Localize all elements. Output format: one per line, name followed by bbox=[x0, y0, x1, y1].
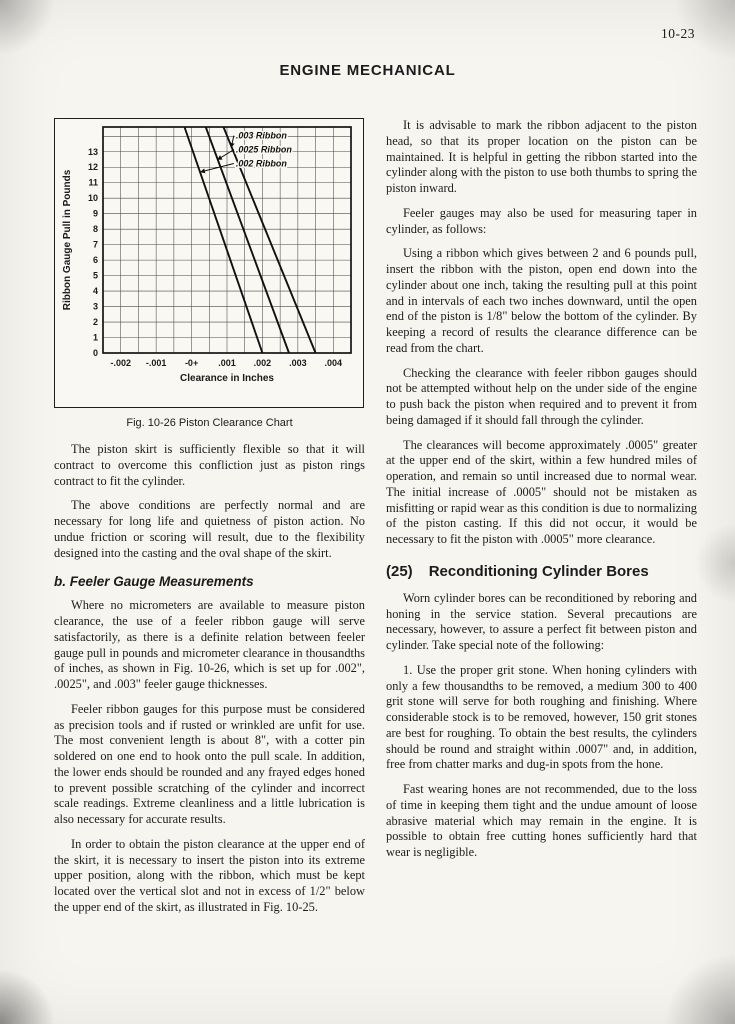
svg-text:9: 9 bbox=[92, 208, 98, 219]
section-heading-reconditioning-cylinder-bores bbox=[386, 563, 697, 580]
page-title: ENGINE MECHANICAL bbox=[279, 62, 456, 79]
svg-text:0: 0 bbox=[92, 348, 98, 358]
figure-caption: Fig. 10-26 Piston Clearance Chart bbox=[126, 417, 293, 429]
page-number: 10-23 bbox=[661, 26, 695, 41]
svg-text:12: 12 bbox=[87, 162, 98, 173]
paragraph: The above conditions are perfectly normal and are necessary for long life and quietness of piston action. No undue friction or scoring will result, due to the flexibility designed into the casting and the oval shape of the skirt. bbox=[54, 498, 365, 560]
paragraph: In order to obtain the piston clearance at the upper end of the skirt, it is necessary to insert the piston into its extreme upper position, along with the ribbon, which must be kept located over the vertical slot and not in excess of 1/2" below the upper end of the skirt, as illustrated in Fig. 10-25. bbox=[54, 836, 365, 914]
paragraph: Using a ribbon which gives between 2 and 6 pounds pull, insert the ribbon with the piston, open end down into the cylinder about one inch, taking the resulting pull at this point and in intervals of each two inches downward, until the open end of the piston is 1/8" below the bottom of the cylinder. By keeping a record of results the clearance difference can be read from the chart. bbox=[386, 246, 697, 355]
right-column bbox=[386, 118, 697, 925]
svg-text:11: 11 bbox=[88, 177, 98, 188]
svg-text:.003 Ribbon: .003 Ribbon bbox=[235, 130, 287, 141]
svg-text:-0+: -0+ bbox=[184, 358, 199, 368]
svg-text:7: 7 bbox=[92, 239, 98, 250]
svg-text:.002: .002 bbox=[253, 358, 272, 368]
svg-text:-.002: -.002 bbox=[110, 358, 131, 368]
svg-text:10: 10 bbox=[87, 193, 98, 204]
svg-text:.002 Ribbon: .002 Ribbon bbox=[235, 158, 287, 169]
paragraph: Where no micrometers are available to measure piston clearance, the use of a feeler ribbon gauge will serve satisfactorily, as there is a definite relation between feeler gauge pull in pounds and micrometer clearance in thousandths of inches, as shown in Fig. 10-26, which is set up for .002", .0025", and .003" feeler gauge thicknesses. bbox=[54, 598, 365, 691]
left-column bbox=[54, 118, 365, 925]
paragraph: 1. Use the proper grit stone. When honing cylinders with only a few thousandths to be removed, a medium 300 to 400 grit stone will serve for both roughing and finishing. Where considerable stock is to be removed, however, 150 grit stones are best for roughing. To obtain the best results, the cylinders should be round and straight within .0007" and, in addition, free from chatter marks and dug-in spots from the hone. bbox=[386, 662, 697, 772]
paragraph: Worn cylinder bores can be reconditioned by reboring and honing in the service station. Several precautions are necessary, however, to assure a perfect fit between piston and cylinder. Take special note of the following: bbox=[386, 590, 697, 652]
section-title: Reconditioning Cylinder Bores bbox=[428, 562, 649, 580]
chart-frame bbox=[54, 118, 364, 408]
svg-text:-.001: -.001 bbox=[145, 358, 167, 368]
svg-text:.003: .003 bbox=[289, 358, 307, 368]
paragraph: Checking the clearance with feeler ribbon gauges should not be attempted without help on the under side of the engine to push back the piston when required and to prevent it from being damaged if it should fall through the cylinder. bbox=[386, 365, 697, 427]
svg-text:1: 1 bbox=[92, 332, 98, 343]
paragraph: Feeler ribbon gauges for this purpose must be considered as precision tools and if rusted or wrinkled are unfit for use. The most convenient length is about 8", with a cotter pin soldered on one end to hook onto the pull scale. In addition, the lower ends should be rounded and any frayed edges honed to prevent possible scratching of the cylinder and incorrect scale readings. Extreme cleanliness and a little lubrication is also necessary for accurate results. bbox=[54, 701, 365, 826]
piston-clearance-figure bbox=[54, 118, 365, 429]
piston-clearance-chart bbox=[57, 121, 361, 405]
svg-text:13: 13 bbox=[87, 146, 98, 157]
svg-text:8: 8 bbox=[92, 224, 98, 235]
two-column-body bbox=[54, 118, 697, 925]
svg-text:Ribbon Gauge Pull in Pounds: Ribbon Gauge Pull in Pounds bbox=[62, 169, 73, 311]
paragraph: The piston skirt is sufficiently flexible so that it will contract to overcome this confliction just as piston rings contract to fit the cylinder. bbox=[54, 442, 365, 488]
svg-text:.0025 Ribbon: .0025 Ribbon bbox=[235, 144, 292, 155]
paragraph: Feeler gauges may also be used for measuring taper in cylinder, as follows: bbox=[386, 205, 697, 236]
section-heading-feeler-gauge-measurements: b. Feeler Gauge Measurements bbox=[54, 574, 254, 590]
paragraph: Fast wearing hones are not recommended, due to the loss of time in keeping them tight and the undue amount of loose abrasive material which may remain in the engine. It is possible to obtain free cutting hones sufficiently hard that wear is negligible. bbox=[386, 782, 697, 859]
paragraph: The clearances will become approximately .0005" greater at the upper end of the skirt, within a few hundred miles of operation, and remain so until increased due to normal wear. The initial increase of .0005" should not be mistaken as misfitting or rapid wear as this condition is due to normalizing of the piston casting. If this did not occur, it would be necessary to fit the piston with .0005" more clearance. bbox=[386, 437, 697, 546]
svg-text:5: 5 bbox=[92, 270, 98, 281]
svg-text:3: 3 bbox=[92, 301, 98, 312]
section-number: (25) bbox=[386, 562, 413, 580]
paragraph: It is advisable to mark the ribbon adjacent to the piston head, so that its proper location on the piston can be maintained. It is helpful in getting the ribbon started into the cylinder along with the piston to use both thumbs to spring the piston inward. bbox=[386, 118, 697, 195]
svg-text:4: 4 bbox=[92, 286, 98, 297]
svg-text:2: 2 bbox=[92, 317, 98, 328]
svg-text:6: 6 bbox=[92, 255, 98, 266]
svg-text:.004: .004 bbox=[324, 358, 343, 368]
svg-text:Clearance in Inches: Clearance in Inches bbox=[180, 373, 274, 384]
svg-text:.001: .001 bbox=[218, 358, 236, 368]
